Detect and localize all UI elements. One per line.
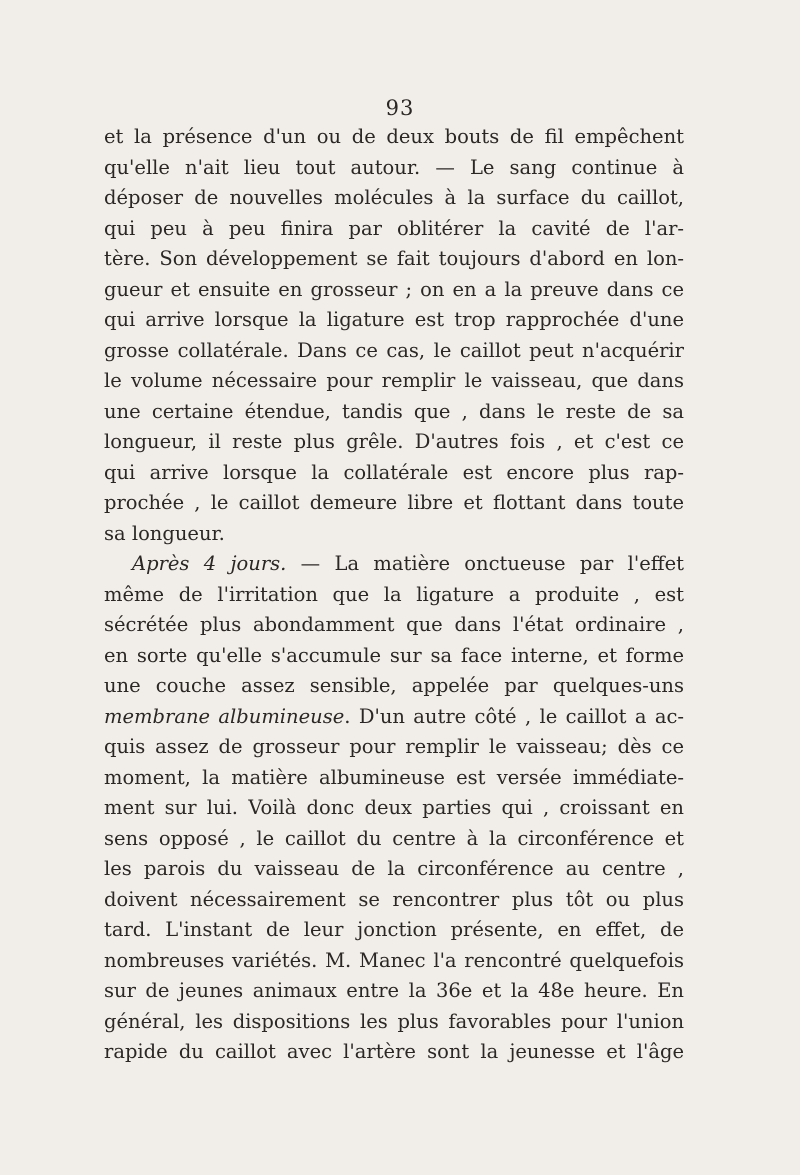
text-line: sens opposé , le caillot du centre à la circonférence et [104, 826, 684, 850]
text-line: nombreuses variétés. M. Manec l'a rencontré quelquefois [104, 948, 684, 972]
text-line: gueur et ensuite en grosseur ; on en a la preuve dans ce [104, 277, 684, 301]
text-line: ment sur lui. Voilà donc deux parties qui , croissant en [104, 796, 684, 819]
text-line: prochée , le caillot demeure libre et flottant dans toute [104, 491, 684, 514]
text-line: doivent nécessairement se rencontrer plus tôt ou plus [104, 887, 684, 911]
text-line: même de l'irritation que la ligature a produite , est [104, 582, 684, 606]
text-line: quis assez de grosseur pour remplir le vaisseau; dès ce [104, 735, 684, 758]
text-line: une certaine étendue, tandis que , dans le reste de sa [104, 399, 684, 423]
text-line: grosse collatérale. Dans ce cas, le caillot peut n'acquérir [104, 338, 684, 362]
text-line: longueur, il reste plus grêle. D'autres fois , et c'est ce [104, 430, 684, 453]
text-span: — La matière onctueuse par l'effet [286, 552, 685, 575]
text-line: moment, la matière albumineuse est versée immédiate- [104, 765, 684, 789]
page-number: 93 [385, 96, 415, 120]
text-line: général, les dispositions les plus favorables pour l'union [104, 1009, 684, 1033]
text-line: qui arrive lorsque la ligature est trop rapprochée d'une [104, 308, 684, 331]
text-line: les parois du vaisseau de la circonférence au centre , [104, 857, 684, 880]
text-line: tère. Son développement se fait toujours d'abord en lon- [104, 247, 684, 270]
text-line: tard. L'instant de leur jonction présente, en effet, de [104, 918, 684, 941]
text-line [104, 702, 684, 733]
text-line: sur de jeunes animaux entre la 36e et la 48e heure. En [104, 979, 684, 1002]
text-line: qu'elle n'ait lieu tout autour. — Le sang continue à [104, 155, 684, 179]
text-line: une couche assez sensible, appelée par quelques-uns [104, 674, 684, 697]
body-text [104, 122, 684, 1068]
term-italic: membrane albumineuse [104, 704, 345, 728]
text-line: sa longueur. [104, 521, 225, 545]
text-line: et la présence d'un ou de deux bouts de fil empêchent [104, 125, 684, 148]
text-line [104, 549, 684, 580]
text-span: . D'un autre côté , le caillot a ac- [344, 704, 685, 728]
text-line: déposer de nouvelles molécules à la surface du caillot, [104, 186, 684, 209]
text-line: rapide du caillot avec l'artère sont la jeunesse et l'âge [104, 1040, 684, 1063]
text-line: en sorte qu'elle s'accumule sur sa face interne, et forme [104, 643, 684, 667]
text-line: sécrétée plus abondamment que dans l'état ordinaire , [104, 613, 684, 636]
text-line: le volume nécessaire pour remplir le vaisseau, que dans [104, 369, 684, 392]
text-line: qui peu à peu finira par oblitérer la cavité de l'ar- [104, 216, 684, 240]
section-heading-italic: Après 4 jours. [132, 552, 287, 575]
text-line: qui arrive lorsque la collatérale est encore plus rap- [104, 460, 684, 484]
